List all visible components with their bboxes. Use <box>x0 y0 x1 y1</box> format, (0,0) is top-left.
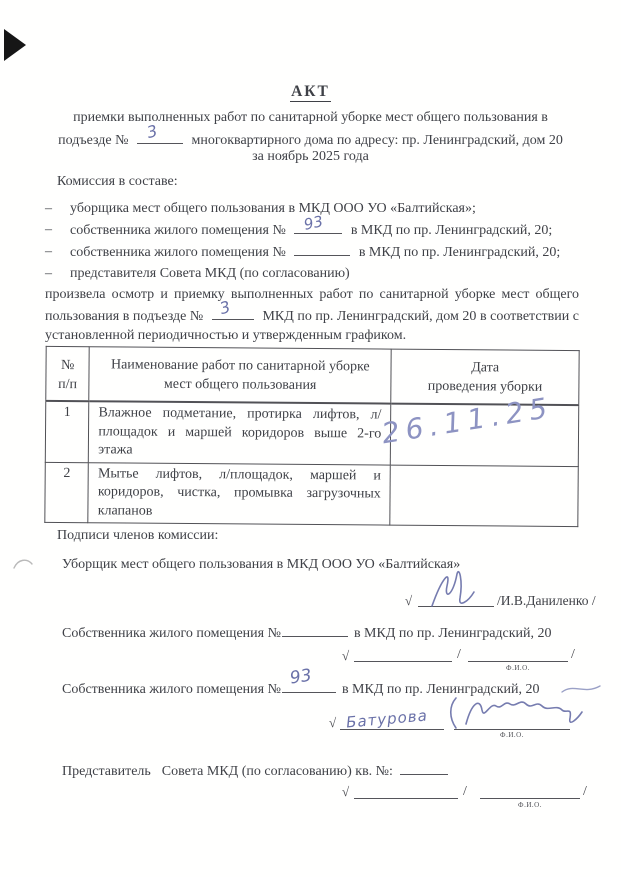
list-item-suffix: в МКД по пр. Ленинградский, 20; <box>350 223 553 238</box>
entrance-number-blank <box>137 121 183 144</box>
signature-line <box>354 660 452 662</box>
header-date-line2: проведения уборки <box>427 378 543 395</box>
owner2-suffix: в МКД по пр. Ленинградский, 20 <box>341 682 540 697</box>
slash-separator: / <box>457 647 461 662</box>
owner1-suffix: в МКД по пр. Ленинградский, 20 <box>353 626 552 641</box>
header-num-line2: п/п <box>58 376 78 392</box>
owner2-signature-row <box>0 698 621 740</box>
row-work: Мытье лифтов, л/площадок, маршей и коридоров, чистка, промывка загрузочных клапанов <box>88 462 390 525</box>
list-item-text <box>70 241 560 263</box>
cleaner-signature-stroke <box>428 568 486 608</box>
header-num <box>46 346 90 401</box>
cleaner-role-line: Уборщик мест общего пользования в МКД ООО УО «Балтийская» <box>62 557 461 572</box>
list-item <box>45 241 585 263</box>
header-num-line1: № <box>60 357 75 373</box>
cleaner-signature-row <box>0 582 621 610</box>
header-work-line2: мест общего пользования <box>163 376 317 393</box>
check-mark: √ <box>405 593 413 608</box>
table-row <box>45 462 578 527</box>
header-date-line1: Дата <box>471 359 500 375</box>
check-mark: √ <box>342 784 350 799</box>
entrance-number-blank-2 <box>212 296 254 320</box>
dash-bullet: – <box>45 266 52 281</box>
list-item-prefix: собственника жилого помещения № <box>70 223 286 238</box>
list-item <box>45 212 585 241</box>
entrance-number-handwritten: 3 <box>144 121 160 142</box>
header-work-line1: Наименование работ по санитарной уборке <box>110 356 370 374</box>
signature-line <box>354 797 458 799</box>
paragraph-part2: МКД по пр. Ленинградский, дом 20 в соответствии с установленной периодичностью и утвержденным графиком. <box>45 308 580 343</box>
inspection-paragraph <box>45 285 579 346</box>
name-line <box>468 660 568 662</box>
commission-heading: Комиссия в составе: <box>57 174 178 189</box>
representative-word: Представитель <box>62 764 151 779</box>
scan-corner-fold-mark <box>4 29 26 61</box>
list-item-text <box>70 212 553 241</box>
check-mark: √ <box>342 648 350 663</box>
paragraph-part1: произвела осмотр и приемку выполненных работ по санитарной уборке мест общего пользования в подъезде № <box>45 287 579 324</box>
apartment-number-blank <box>294 212 342 234</box>
list-item-suffix: в МКД по пр. Ленинградский, 20; <box>358 245 561 260</box>
margin-pen-mark <box>12 556 34 572</box>
page-title-text: АКТ <box>291 83 330 100</box>
subtitle-line3: за ноябрь 2025 года <box>252 149 369 164</box>
owner1-apartment-blank <box>282 622 348 637</box>
owner1-signature-row <box>0 646 621 680</box>
entrance-number-handwritten-2: 3 <box>217 296 233 318</box>
owner1-line <box>62 622 552 642</box>
subtitle-line2-suffix: многоквартирного дома по адресу: пр. Ленинградский, дом 20 <box>191 133 563 148</box>
fio-label: Ф.И.О. <box>506 664 530 672</box>
owner2-apartment-handwritten: 93 <box>288 665 314 689</box>
dash-bullet: – <box>45 201 52 216</box>
page-title <box>0 83 621 101</box>
row-num: 1 <box>45 401 89 462</box>
header-work <box>89 347 391 404</box>
representative-signature-row <box>0 772 621 810</box>
apartment-number-blank <box>294 241 350 256</box>
dash-bullet: – <box>45 244 52 259</box>
owner2-prefix: Собственника жилого помещения № <box>62 682 281 697</box>
fio-label: Ф.И.О. <box>518 801 542 809</box>
list-item-prefix: собственника жилого помещения № <box>70 245 286 260</box>
row-num: 2 <box>45 462 89 523</box>
owner2-apartment-blank <box>282 665 336 693</box>
commission-list <box>45 198 585 284</box>
list-item <box>45 263 585 284</box>
row-date <box>390 465 578 527</box>
representative-rest: Совета МКД (по согласованию) кв. №: <box>161 764 393 779</box>
slash-separator: / <box>583 784 587 799</box>
slash-separator: / <box>463 784 467 799</box>
slash-separator: / <box>571 647 575 662</box>
subtitle-line1: приемки выполненных работ по санитарной уборке мест общего пользования в <box>73 110 548 125</box>
cleaning-date-handwritten: 26.11.25 <box>379 390 556 451</box>
works-table <box>44 346 579 527</box>
apartment-number-handwritten: 93 <box>302 212 325 234</box>
owner2-signature-scribble <box>446 690 586 734</box>
signatures-heading: Подписи членов комиссии: <box>57 528 219 543</box>
check-mark: √ <box>329 715 337 730</box>
list-item-text: уборщика мест общего пользования в МКД ООО УО «Балтийская»; <box>70 201 476 216</box>
row-work: Влажное подметание, протирка лифтов, л/площадок и маршей коридоров выше 2-го этажа <box>89 401 391 464</box>
cleaner-signature-name: /И.В.Даниленко / <box>497 593 596 608</box>
owner1-prefix: Собственника жилого помещения № <box>62 626 281 641</box>
table-header-row <box>46 346 579 405</box>
subtitle-line2 <box>0 121 621 149</box>
name-line <box>480 797 580 799</box>
fio-label: Ф.И.О. <box>500 731 524 739</box>
list-item-text: представителя Совета МКД (по согласованию) <box>70 266 350 281</box>
owner2-signature-name: Батурова <box>345 706 429 732</box>
list-item <box>45 198 585 219</box>
subtitle-line2-prefix: подъезде № <box>58 133 129 148</box>
dash-bullet: – <box>45 222 52 237</box>
